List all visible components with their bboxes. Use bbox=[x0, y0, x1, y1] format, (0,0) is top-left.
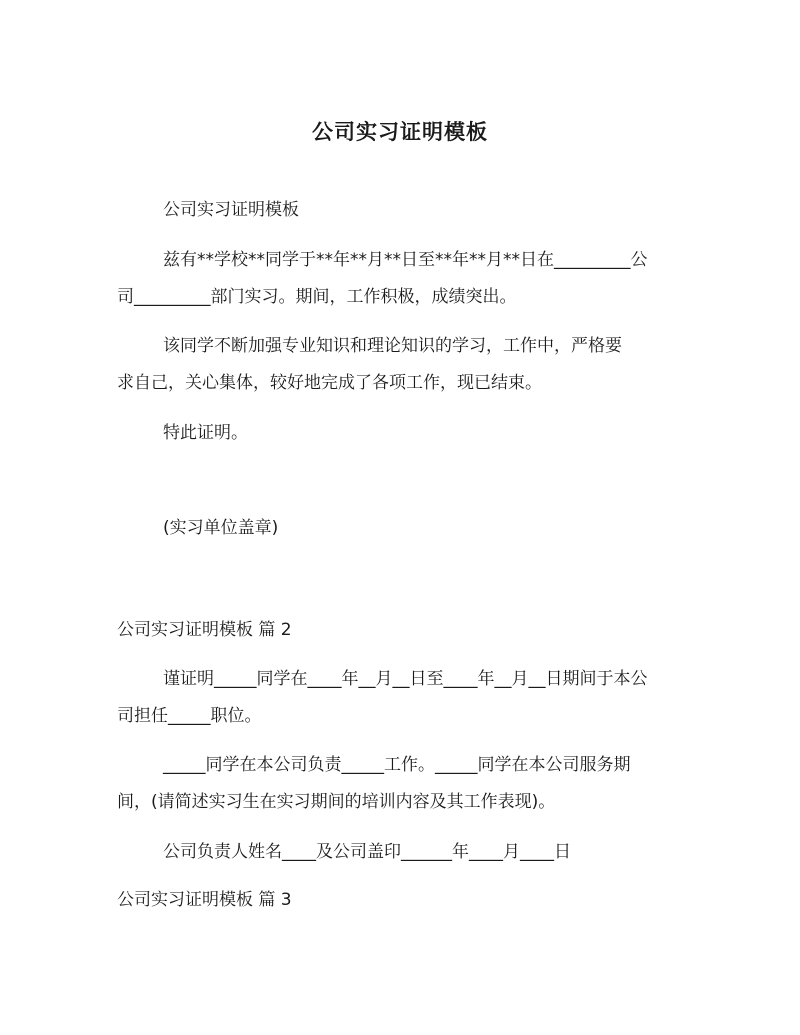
section2-heading: 公司实习证明模板 篇 2 bbox=[117, 620, 292, 640]
section1-subtitle: 公司实习证明模板 bbox=[163, 200, 299, 220]
section2-para2-line1: _____同学在本公司负责_____工作。_____同学在本公司服务期 bbox=[163, 755, 631, 775]
section1-para2-line1: 该同学不断加强专业知识和理论知识的学习，工作中，严格要 bbox=[163, 336, 622, 356]
section3-heading: 公司实习证明模板 篇 3 bbox=[117, 890, 292, 910]
section2-para2-line2: 间，(请简述实习生在实习期间的培训内容及其工作表现)。 bbox=[117, 792, 556, 812]
section1-special-note: 特此证明。 bbox=[163, 423, 248, 443]
section1-para1-line1: 兹有**学校**同学于**年**月**日至**年**月**日在_________公 bbox=[163, 250, 648, 270]
seal-note: (实习单位盖章) bbox=[163, 518, 279, 538]
section2-para1-line2: 司担任_____职位。 bbox=[117, 706, 262, 726]
document-title: 公司实习证明模板 bbox=[312, 120, 488, 144]
section1-para1-line2: 司_________部门实习。期间，工作积极，成绩突出。 bbox=[117, 287, 517, 307]
section1-para2-line2: 求自己，关心集体，较好地完成了各项工作，现已结束。 bbox=[117, 373, 542, 393]
section2-para1-line1: 谨证明_____同学在____年__月__日至____年__月__日期间于本公 bbox=[163, 669, 648, 689]
section2-signature-line: 公司负责人姓名____及公司盖印______年____月____日 bbox=[163, 842, 571, 862]
